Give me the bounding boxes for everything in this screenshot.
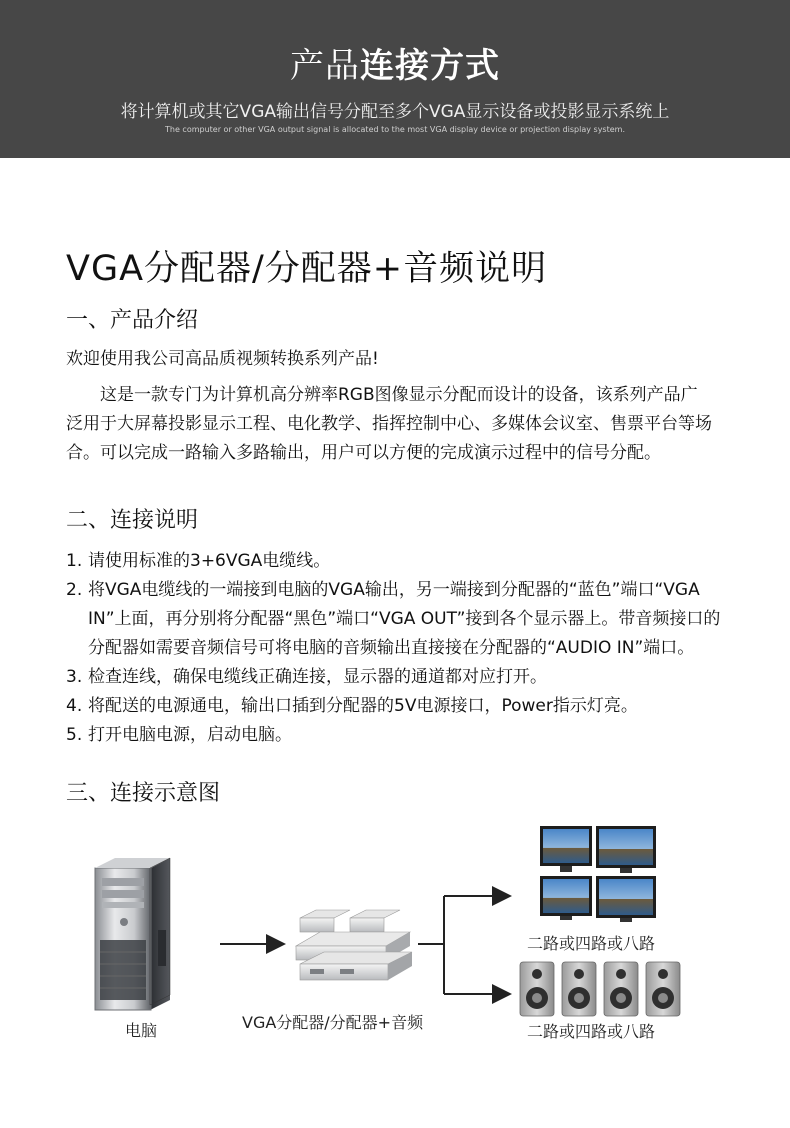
step-number: 2. bbox=[66, 580, 83, 600]
computer-tower-icon bbox=[95, 858, 170, 1010]
list-item bbox=[66, 721, 726, 750]
welcome-text: 欢迎使用我公司高品质视频转换系列产品! bbox=[66, 349, 379, 369]
step-text: 将配送的电源通电，输出口插到分配器的5V电源接口，Power指示灯亮。 bbox=[88, 696, 638, 716]
banner-title bbox=[0, 44, 790, 88]
page-title: VGA分配器/分配器+音频说明 bbox=[66, 249, 548, 289]
step-number: 4. bbox=[66, 696, 83, 716]
intro-paragraph bbox=[66, 381, 712, 468]
monitors-icon bbox=[540, 826, 656, 922]
computer-label: 电脑 bbox=[125, 1021, 158, 1040]
speakers-icon bbox=[520, 962, 680, 1016]
step-number: 1. bbox=[66, 551, 83, 571]
branch-arrows bbox=[418, 896, 508, 994]
list-item bbox=[66, 663, 726, 692]
step-text: 检查连线，确保电缆线正确连接，显示器的通道都对应打开。 bbox=[88, 667, 547, 687]
step-text: 将VGA电缆线的一端接到电脑的VGA输出，另一端接到分配器的“蓝色”端口“VGA IN”上面，再分别将分配器“黑色”端口“VGA OUT”接到各个显示器上。带音频接口的分配器如需要音频信号可将电脑的音频输出直接接在分配器的“AUDIO IN”端口。 bbox=[88, 580, 721, 658]
banner-title-light: 产品 bbox=[290, 46, 360, 86]
section-heading-intro: 一、产品介绍 bbox=[66, 308, 199, 333]
banner-subtitle-en: The computer or other VGA output signal is allocated to the most VGA display device or projection display system. bbox=[165, 125, 625, 134]
list-item bbox=[66, 576, 726, 663]
list-item bbox=[66, 547, 726, 576]
connection-steps-list bbox=[66, 547, 726, 750]
connection-diagram bbox=[0, 818, 790, 1068]
section-heading-diagram: 三、连接示意图 bbox=[66, 781, 221, 806]
splitter-label: VGA分配器/分配器+音频 bbox=[242, 1013, 424, 1032]
step-number: 5. bbox=[66, 725, 83, 745]
step-text: 打开电脑电源，启动电脑。 bbox=[88, 725, 292, 745]
header-banner bbox=[0, 0, 790, 158]
monitors-label: 二路或四路或八路 bbox=[527, 934, 656, 953]
list-item bbox=[66, 692, 726, 721]
step-number: 3. bbox=[66, 667, 83, 687]
intro-paragraph-text: 这是一款专门为计算机高分辨率RGB图像显示分配而设计的设备，该系列产品广泛用于大屏幕投影显示工程、电化教学、指挥控制中心、多媒体会议室、售票平台等场合。可以完成一路输入多路输出，用户可以方便的完成演示过程中的信号分配。 bbox=[66, 385, 712, 463]
banner-subtitle: 将计算机或其它VGA输出信号分配至多个VGA显示设备或投影显示系统上 bbox=[120, 102, 670, 122]
splitter-device-icon bbox=[296, 910, 412, 980]
step-text: 请使用标准的3+6VGA电缆线。 bbox=[88, 551, 331, 571]
section-heading-connection: 二、连接说明 bbox=[66, 508, 199, 533]
speakers-label: 二路或四路或八路 bbox=[527, 1022, 656, 1041]
banner-title-bold: 连接方式 bbox=[360, 46, 500, 86]
